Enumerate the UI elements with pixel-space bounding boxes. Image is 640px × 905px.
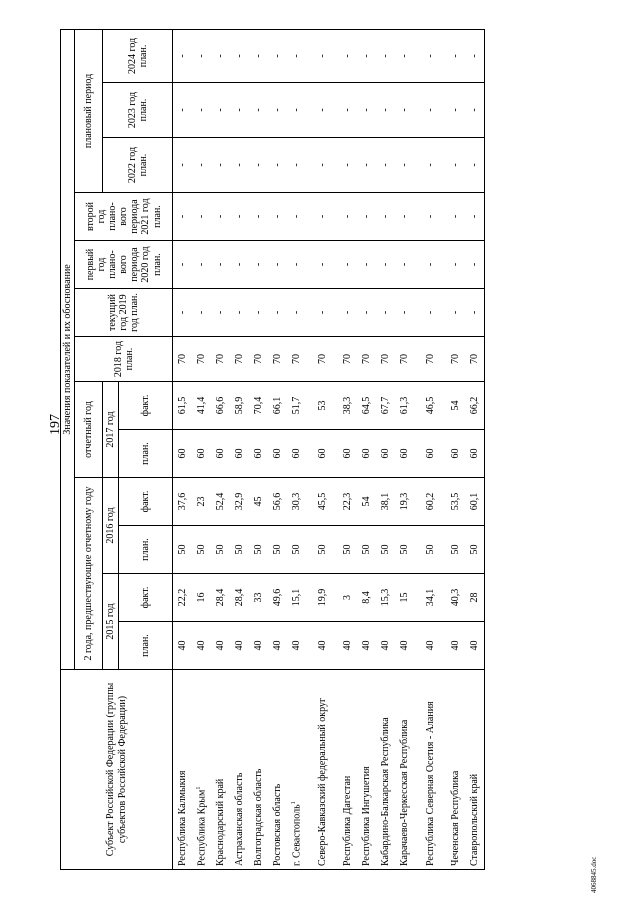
header-plan: план. xyxy=(119,526,173,574)
value-cell: - xyxy=(287,29,306,82)
value-cell: - xyxy=(268,193,287,241)
subject-name: Республика Ингушетия xyxy=(361,766,373,866)
document-code: 4068845.doc xyxy=(590,856,598,893)
subject-name-cell xyxy=(376,670,395,870)
header-year-2023: 2023 год план. xyxy=(103,83,173,138)
value-cell: 70 xyxy=(192,337,211,382)
table-body xyxy=(173,29,485,869)
value-cell: 38,1 xyxy=(376,478,395,526)
value-cell: - xyxy=(211,193,230,241)
value-cell: - xyxy=(306,289,338,337)
value-cell: - xyxy=(249,289,268,337)
value-cell: 40 xyxy=(211,622,230,670)
value-cell: 50 xyxy=(446,526,465,574)
page-number: 197 xyxy=(48,414,63,435)
value-cell: 70 xyxy=(249,337,268,382)
value-cell: 60 xyxy=(338,430,357,478)
value-cell: 50 xyxy=(357,526,376,574)
value-cell: 60 xyxy=(465,430,485,478)
value-cell: 70 xyxy=(211,337,230,382)
value-cell: 60 xyxy=(306,430,338,478)
value-cell: - xyxy=(414,241,446,289)
value-cell: 60 xyxy=(414,430,446,478)
value-cell: 15,3 xyxy=(376,574,395,622)
value-cell: - xyxy=(395,29,414,82)
value-cell: - xyxy=(192,83,211,138)
value-cell: - xyxy=(211,138,230,193)
table-row xyxy=(192,29,211,869)
value-cell: - xyxy=(357,83,376,138)
value-cell: 60 xyxy=(446,430,465,478)
value-cell: - xyxy=(446,289,465,337)
value-cell: 50 xyxy=(173,526,193,574)
value-cell: - xyxy=(173,29,193,82)
value-cell: 19,3 xyxy=(395,478,414,526)
value-cell: 50 xyxy=(268,526,287,574)
value-cell: - xyxy=(395,83,414,138)
value-cell: 41,4 xyxy=(192,382,211,430)
value-cell: 23 xyxy=(192,478,211,526)
value-cell: - xyxy=(395,138,414,193)
value-cell: - xyxy=(446,29,465,82)
value-cell: - xyxy=(211,289,230,337)
value-cell: 50 xyxy=(306,526,338,574)
header-year-2018: 2018 год план. xyxy=(75,337,173,382)
value-cell: - xyxy=(230,29,249,82)
value-cell: - xyxy=(287,193,306,241)
value-cell: - xyxy=(465,289,485,337)
value-cell: - xyxy=(249,193,268,241)
value-cell: 60 xyxy=(192,430,211,478)
subject-name-cell xyxy=(306,670,338,870)
value-cell: 53,5 xyxy=(446,478,465,526)
value-cell: 28 xyxy=(465,574,485,622)
value-cell: - xyxy=(357,138,376,193)
table-row xyxy=(249,29,268,869)
value-cell: - xyxy=(211,241,230,289)
value-cell: - xyxy=(173,138,193,193)
value-cell: 70 xyxy=(357,337,376,382)
header-first-year: первый год плано-вого периода 2020 год план. xyxy=(75,241,173,289)
value-cell: - xyxy=(306,29,338,82)
value-cell: 70 xyxy=(414,337,446,382)
value-cell: 70 xyxy=(376,337,395,382)
value-cell: - xyxy=(306,241,338,289)
value-cell: 40 xyxy=(395,622,414,670)
value-cell: 50 xyxy=(338,526,357,574)
table-row xyxy=(395,29,414,869)
value-cell: 56,6 xyxy=(268,478,287,526)
value-cell: 66,1 xyxy=(268,382,287,430)
subject-name-cell xyxy=(173,670,193,870)
header-fact: факт. xyxy=(119,382,173,430)
value-cell: - xyxy=(268,241,287,289)
table-row xyxy=(357,29,376,869)
value-cell: 50 xyxy=(395,526,414,574)
value-cell: 70 xyxy=(268,337,287,382)
value-cell: 19,9 xyxy=(306,574,338,622)
value-cell: - xyxy=(249,29,268,82)
value-cell: 52,4 xyxy=(211,478,230,526)
value-cell: 70 xyxy=(230,337,249,382)
value-cell: 15,1 xyxy=(287,574,306,622)
value-cell: 33 xyxy=(249,574,268,622)
value-cell: 40 xyxy=(357,622,376,670)
value-cell: 49,6 xyxy=(268,574,287,622)
value-cell: - xyxy=(465,138,485,193)
value-cell: - xyxy=(192,138,211,193)
value-cell: 50 xyxy=(287,526,306,574)
value-cell: - xyxy=(249,83,268,138)
value-cell: - xyxy=(414,138,446,193)
value-cell: - xyxy=(376,138,395,193)
value-cell: 40 xyxy=(446,622,465,670)
subject-name: Карачаево-Черкесская Республика xyxy=(399,719,411,866)
value-cell: - xyxy=(465,241,485,289)
subject-name-cell xyxy=(211,670,230,870)
value-cell: 60,1 xyxy=(465,478,485,526)
subject-name-cell xyxy=(249,670,268,870)
value-cell: 40 xyxy=(230,622,249,670)
header-reporting-year: отчетный год xyxy=(75,382,103,478)
header-subject: Субъект Российской Федерации (группы субъектов Российской Федерации) xyxy=(61,670,173,870)
subject-name: Астраханская область xyxy=(234,772,246,866)
value-cell: - xyxy=(465,29,485,82)
value-cell: - xyxy=(287,289,306,337)
value-cell: - xyxy=(287,83,306,138)
value-cell: 70 xyxy=(287,337,306,382)
value-cell: - xyxy=(306,138,338,193)
value-cell: 34,1 xyxy=(414,574,446,622)
value-cell: 60 xyxy=(287,430,306,478)
subject-name-cell xyxy=(230,670,249,870)
table-row xyxy=(230,29,249,869)
value-cell: 40 xyxy=(306,622,338,670)
value-cell: 60 xyxy=(173,430,193,478)
table-row xyxy=(268,29,287,869)
value-cell: 40 xyxy=(249,622,268,670)
value-cell: - xyxy=(414,29,446,82)
subject-name: Чеченская Республика xyxy=(450,770,462,866)
value-cell: 50 xyxy=(465,526,485,574)
subject-name: Республика Калмыкия xyxy=(177,770,189,866)
header-fact: факт. xyxy=(119,478,173,526)
header-current-year: текущий год 2019 год план. xyxy=(75,289,173,337)
value-cell: 50 xyxy=(414,526,446,574)
value-cell: 54 xyxy=(446,382,465,430)
value-cell: - xyxy=(268,138,287,193)
value-cell: - xyxy=(414,193,446,241)
table-row xyxy=(465,29,485,869)
value-cell: 3 xyxy=(338,574,357,622)
value-cell: - xyxy=(446,193,465,241)
value-cell: - xyxy=(192,289,211,337)
value-cell: 70 xyxy=(173,337,193,382)
value-cell: 70 xyxy=(446,337,465,382)
value-cell: 40 xyxy=(173,622,193,670)
value-cell: 16 xyxy=(192,574,211,622)
value-cell: - xyxy=(446,241,465,289)
value-cell: - xyxy=(230,83,249,138)
header-values-group: Значения показателей и их обоснование xyxy=(61,29,75,669)
table-row xyxy=(306,29,338,869)
value-cell: - xyxy=(173,241,193,289)
value-cell: 46,5 xyxy=(414,382,446,430)
value-cell: 37,6 xyxy=(173,478,193,526)
value-cell: 40 xyxy=(338,622,357,670)
subject-name-cell xyxy=(338,670,357,870)
value-cell: - xyxy=(338,29,357,82)
value-cell: - xyxy=(306,83,338,138)
value-cell: 32,9 xyxy=(230,478,249,526)
header-two-years-before: 2 года, предшествующие отчетному году xyxy=(75,478,103,670)
value-cell: - xyxy=(357,193,376,241)
value-cell: 60 xyxy=(376,430,395,478)
value-cell: 40 xyxy=(268,622,287,670)
header-fact: факт. xyxy=(119,574,173,622)
indicators-table xyxy=(60,29,485,870)
value-cell: 28,4 xyxy=(230,574,249,622)
table-row xyxy=(376,29,395,869)
value-cell: - xyxy=(376,241,395,289)
value-cell: 22,3 xyxy=(338,478,357,526)
value-cell: - xyxy=(230,193,249,241)
header-year-2024: 2024 год план. xyxy=(103,29,173,82)
value-cell: - xyxy=(173,289,193,337)
table-row xyxy=(446,29,465,869)
subject-name: Республика Северная Осетия - Алания xyxy=(424,701,436,866)
value-cell: 70,4 xyxy=(249,382,268,430)
value-cell: 50 xyxy=(230,526,249,574)
value-cell: 45,5 xyxy=(306,478,338,526)
subject-name-cell xyxy=(465,670,485,870)
subject-name-cell xyxy=(192,670,211,870)
subject-name-cell xyxy=(414,670,446,870)
subject-name: г. Севастополь xyxy=(291,804,303,866)
value-cell: 40 xyxy=(465,622,485,670)
value-cell: - xyxy=(249,241,268,289)
value-cell: - xyxy=(465,83,485,138)
value-cell: 50 xyxy=(211,526,230,574)
value-cell: 70 xyxy=(395,337,414,382)
value-cell: 54 xyxy=(357,478,376,526)
value-cell: 30,3 xyxy=(287,478,306,526)
value-cell: 70 xyxy=(338,337,357,382)
value-cell: - xyxy=(173,83,193,138)
table-row xyxy=(338,29,357,869)
value-cell: - xyxy=(338,83,357,138)
table-row xyxy=(414,29,446,869)
subject-name: Республика Крым xyxy=(196,789,208,866)
value-cell: 22,2 xyxy=(173,574,193,622)
header-year-2016: 2016 год xyxy=(103,478,119,574)
subject-name: Ставропольский край xyxy=(469,773,481,866)
value-cell: - xyxy=(192,241,211,289)
subject-name-cell xyxy=(446,670,465,870)
value-cell: - xyxy=(357,29,376,82)
value-cell: 50 xyxy=(376,526,395,574)
value-cell: - xyxy=(287,241,306,289)
value-cell: - xyxy=(306,193,338,241)
value-cell: - xyxy=(338,138,357,193)
value-cell: 40 xyxy=(414,622,446,670)
value-cell: 60 xyxy=(268,430,287,478)
value-cell: 40 xyxy=(376,622,395,670)
value-cell: - xyxy=(446,83,465,138)
value-cell: - xyxy=(357,289,376,337)
value-cell: - xyxy=(211,29,230,82)
value-cell: 60 xyxy=(230,430,249,478)
value-cell: - xyxy=(230,138,249,193)
value-cell: 61,3 xyxy=(395,382,414,430)
value-cell: - xyxy=(376,83,395,138)
value-cell: - xyxy=(357,241,376,289)
table-row xyxy=(173,29,193,869)
value-cell: - xyxy=(446,138,465,193)
value-cell: - xyxy=(173,193,193,241)
value-cell: 60,2 xyxy=(414,478,446,526)
value-cell: 58,9 xyxy=(230,382,249,430)
value-cell: 45 xyxy=(249,478,268,526)
value-cell: 61,5 xyxy=(173,382,193,430)
value-cell: - xyxy=(395,193,414,241)
value-cell: 8,4 xyxy=(357,574,376,622)
value-cell: - xyxy=(414,83,446,138)
value-cell: - xyxy=(268,29,287,82)
subject-name: Республика Дагестан xyxy=(342,775,354,866)
value-cell: 53 xyxy=(306,382,338,430)
value-cell: - xyxy=(338,289,357,337)
value-cell: 60 xyxy=(395,430,414,478)
value-cell: - xyxy=(268,289,287,337)
value-cell: - xyxy=(249,138,268,193)
value-cell: - xyxy=(414,289,446,337)
subject-name: Краснодарский край xyxy=(215,778,227,866)
rotated-table-container xyxy=(60,30,615,870)
footnote-marker: 1 xyxy=(290,801,297,805)
subject-name: Кабардино-Балкарская Республика xyxy=(380,717,392,866)
value-cell: - xyxy=(338,193,357,241)
value-cell: 15 xyxy=(395,574,414,622)
value-cell: 60 xyxy=(211,430,230,478)
header-second-year: второй год плано-вого периода 2021 год план. xyxy=(75,193,173,241)
value-cell: 64,5 xyxy=(357,382,376,430)
header-year-2015: 2015 год xyxy=(103,574,119,670)
value-cell: - xyxy=(376,289,395,337)
footnote-marker: 1 xyxy=(195,786,202,790)
value-cell: 66,6 xyxy=(211,382,230,430)
value-cell: 40 xyxy=(287,622,306,670)
subject-name: Волгоградская область xyxy=(253,768,265,866)
value-cell: - xyxy=(287,138,306,193)
value-cell: 70 xyxy=(465,337,485,382)
table-row xyxy=(287,29,306,869)
value-cell: - xyxy=(230,241,249,289)
header-year-2017: 2017 год xyxy=(103,382,119,478)
header-year-2022: 2022 год план. xyxy=(103,138,173,193)
subject-name: Северо-Кавказский федеральный округ xyxy=(316,697,328,866)
subject-name-cell xyxy=(357,670,376,870)
value-cell: 28,4 xyxy=(211,574,230,622)
value-cell: 60 xyxy=(249,430,268,478)
value-cell: 40 xyxy=(192,622,211,670)
subject-name: Ростовская область xyxy=(272,783,284,866)
subject-name-cell xyxy=(287,670,306,870)
value-cell: 66,2 xyxy=(465,382,485,430)
table-row xyxy=(211,29,230,869)
subject-name-cell xyxy=(268,670,287,870)
subject-name-cell xyxy=(395,670,414,870)
value-cell: 38,3 xyxy=(338,382,357,430)
value-cell: 70 xyxy=(306,337,338,382)
value-cell: - xyxy=(268,83,287,138)
value-cell: - xyxy=(376,29,395,82)
value-cell: 40,3 xyxy=(446,574,465,622)
value-cell: - xyxy=(338,241,357,289)
value-cell: 50 xyxy=(249,526,268,574)
value-cell: 67,7 xyxy=(376,382,395,430)
header-plan: план. xyxy=(119,430,173,478)
value-cell: 60 xyxy=(357,430,376,478)
value-cell: - xyxy=(395,289,414,337)
header-planning-period: плановый период xyxy=(75,29,103,192)
value-cell: - xyxy=(465,193,485,241)
header-plan: план. xyxy=(119,622,173,670)
value-cell: - xyxy=(230,289,249,337)
value-cell: 51,7 xyxy=(287,382,306,430)
value-cell: 50 xyxy=(192,526,211,574)
value-cell: - xyxy=(376,193,395,241)
value-cell: - xyxy=(192,193,211,241)
value-cell: - xyxy=(211,83,230,138)
value-cell: - xyxy=(395,241,414,289)
value-cell: - xyxy=(192,29,211,82)
